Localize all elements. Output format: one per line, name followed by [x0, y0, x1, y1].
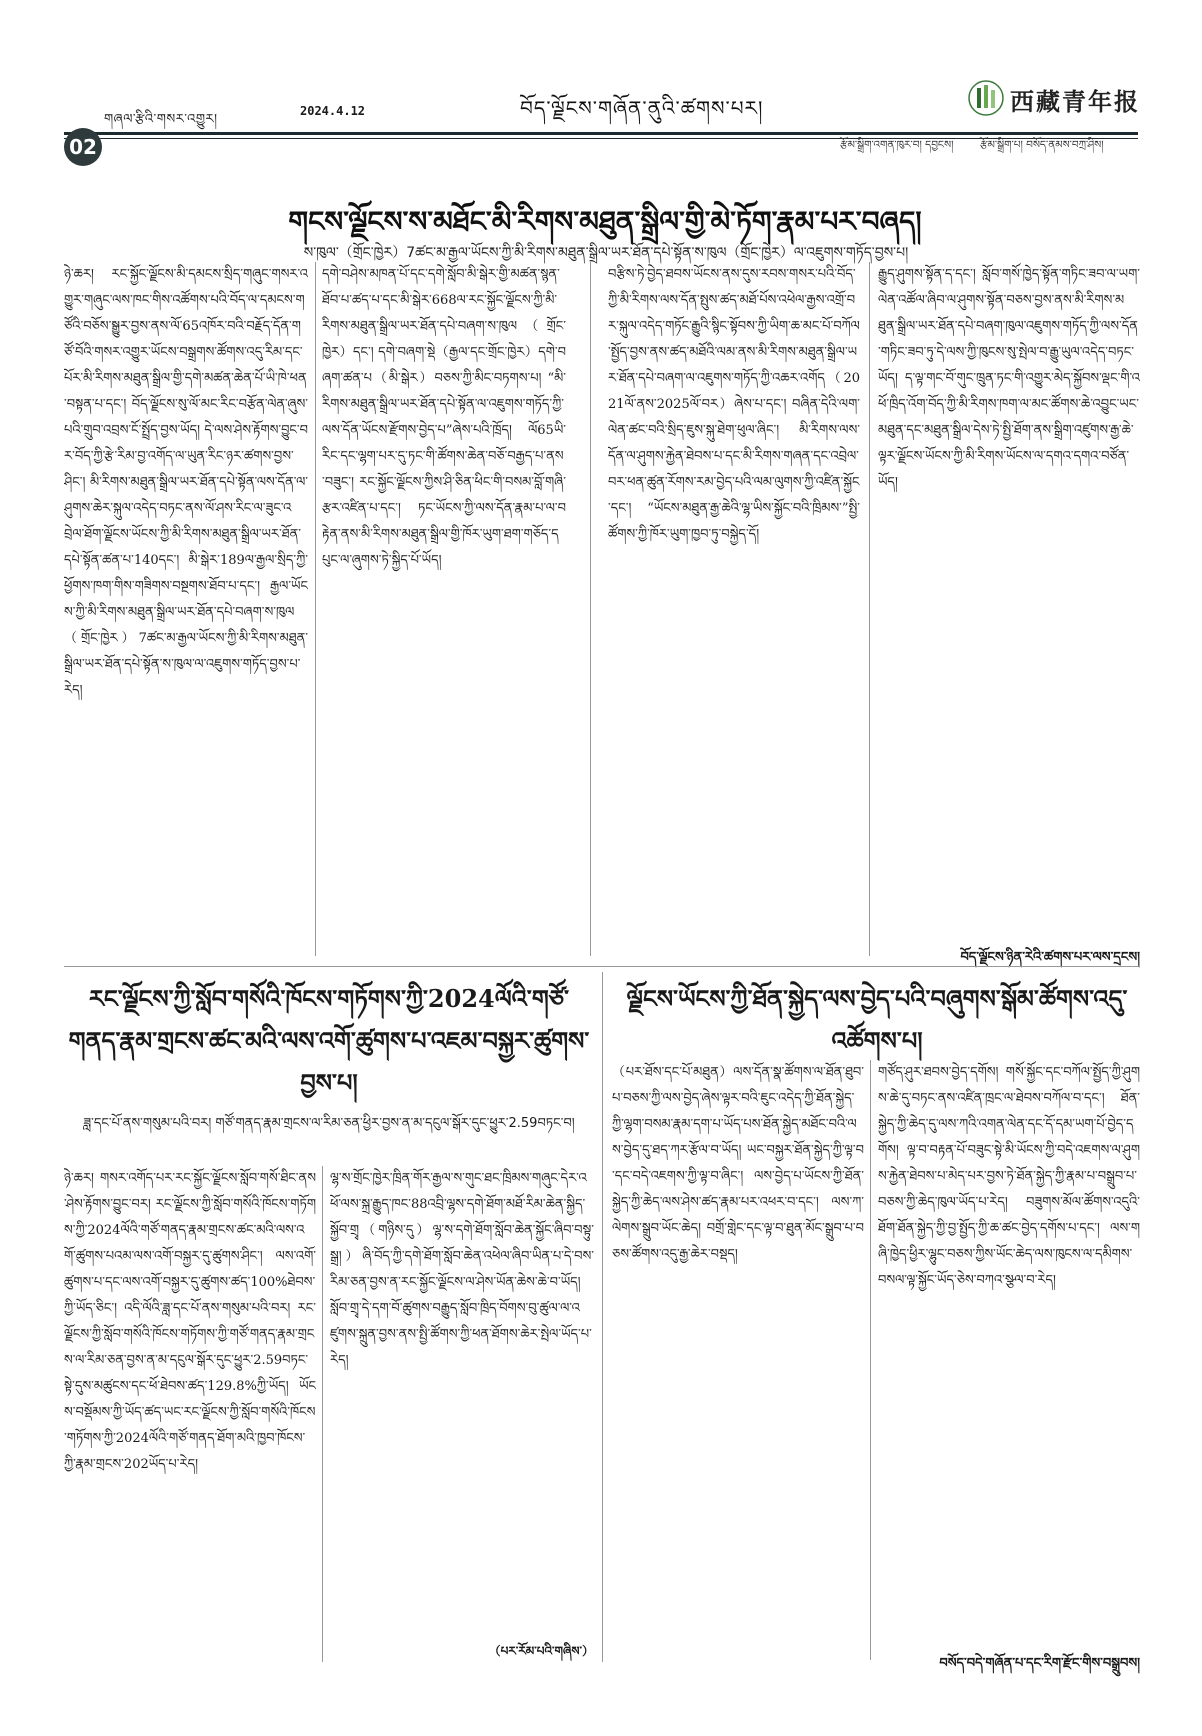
right-article-column-1: （པར་ཐོས་དང་པོ་མཐུན）ལས་དོན་སྣ་ཚོགས་ལ་ཐོན་ཐུབ་པ་བཅས་ཀྱི་ལས་བྱེད་ཞེས་ལྟར་བའི་ཇུང་འདེད་ཀྱི་ཐོན་སྐྱེད་ཀྱི་ལྷག་བསམ་རྣམ་དག་པ་ཡོད་པས་ཐོན་སྐྱེད་མཐོང་བའི་ལས་བྱེད་དུ་ཐད་ཀར་རྩོལ་བ་ཡོད། ཡང་བསྐྱར་ཐོན་སྐྱེད་ཀྱི་ལྟ་བ་དང་བདེ་འཇགས་ཀྱི་ལྟ་བ་ཞིང་། ལས་བྱེད་པ་ཡོངས་ཀྱི་ཐོན་སྐྱེད་ཀྱི་ཆེད་ལས་ཤེས་ཚད་རྣམ་པར་འཕར་བ་དང་། ལས་ཀ་ལེགས་སྒྲུབ་ཡོང་ཆེད། བགྲོ་གླེང་དང་ལྟ་བ་ཐུན་མོང་སྒྲུབ་པ་བཅས་ཚོགས་འདུ་རྒྱ་ཆེར་བསྡད།	[612, 1065, 864, 1262]
column-divider	[315, 262, 316, 956]
right-article-signoff: བསོད་བདེ་གཞོན་པ་དང་རིག་རྫོང་གིས་བསྒྲུབས།	[939, 1656, 1140, 1671]
section-divider	[64, 966, 1140, 967]
masthead-tibetan: བོད་ལྗོངས་གཞོན་ནུའི་ཚགས་པར།	[520, 96, 764, 120]
section-divider-vertical	[602, 972, 603, 1662]
main-article-column-2: དགེ་བཤེས་མཁན་པོ་དང་དགེ་སློབ་མི་སྒེར་གྱི་མཚན་སྙན་ཐོབ་པ་ཚད་པ་དང་མི་སྒེར་668ལ་རང་སྐྱོང་ལྗོངས་ཀྱི་མི་རིགས་མཐུན་སྒྲིལ་ཡར་ཐོན་དཔེ་བཞག་ས་ཁུལ（གྲོང་ཁྱེར）དང་། དགེ་བཞག་སྡེ（རྒྱལ་དང་གྲོང་ཁྱེར）དགེ་བཞག་ཚན་པ（མི་སྒེར）བཅས་ཀྱི་མིང་བཏགས་པ། “མི་རིགས་མཐུན་སྒྲིལ་ཡར་ཐོན་དཔེ་སྟོན་ལ་འཇུགས་གཏོད་ཀྱི་ལས་དོན་ཡོངས་རྫོགས་བྱེད་པ”ཞེས་པའི་ཁྲོད། ལོ65ཡི་རིང་དང་ལྷག་པར་དུ་ཏང་གི་ཚོགས་ཆེན་བཅོ་བརྒྱད་པ་ནས་བཟུང་། རང་སྐྱོང་ལྗོངས་ཀྱིས་ཤི་ཅིན་ཕིང་གི་བསམ་བློ་གཞི་རྩར་འཛིན་པ་དང་། ཏང་ཡོངས་ཀྱི་ལས་དོན་རྣམ་པ་ལ་བརྟེན་ནས་མི་རིགས་མཐུན་སྒྲིལ་གྱི་ཁོར་ཡུག་ཐག་གཅོད་དཔུང་ལ་ཞུགས་ཏེ་སྐྱིད་པོ་ཡོད།	[322, 267, 566, 568]
main-article-signoff: བོད་ལྗོངས་ཉིན་རེའི་ཚགས་པར་ལས་དྲངས།	[960, 950, 1140, 965]
column-divider	[870, 1060, 871, 1660]
left-article-column-2: ལྷ་ས་གྲོང་ཁྱེར་ཁྲིན་གོར་རྒྱལ་ས་གུང་ཐང་ཁྲིམས་གཞུང་དེར་འཕོ་ལས་སྐྲ་རྒྱུད་ཁང་88འབྲི་ལྷས་དགེ་ཐོག་མཐོ་རིམ་ཆེན་སྐྱིད་སྐྱོབ་གྲྭ（གཉིས་དུ）ལྷ་ས་དགེ་ཐོག་སློབ་ཆེན་སྐྱོང་ཞིབ་བསྟུ་སྒྲ།）ཞི་བོད་ཀྱི་དགེ་ཐོག་སློབ་ཆེན་འཕེལ་ཞིབ་ཡིན་པ་དེ་བས་རིམ་ཅན་བྱས་ན་རང་སྐྱོང་ལྗོངས་ལ་ཤེས་ཡོན་ཆེས་ཆེ་བ་ཡོད། སློབ་གྲྭ་དེ་དག་བོ་ཚུགས་བརྒྱུད་སློབ་ཁྲིད་བོགས་བུ་ཚུལ་ལ་འཛུགས་སྐྲུན་བྱས་ནས་སྤྱི་ཚོགས་ཀྱི་ཕན་ཐོགས་ཆེར་སྤེལ་ཡོད་པ་རེད།	[330, 1171, 594, 1368]
page-number: 02	[64, 128, 102, 166]
main-article-column-1: ཉེ་ཆར། རང་སྐྱོང་ལྗོངས་མི་དམངས་སྲིད་གཞུང་གསར་འགྱུར་གཞུང་ལས་ཁང་གིས་འཚོགས་པའི་བོད་ལ་དམངས་གཙོའི་བཅོས་སྒྱུར་བྱས་ནས་ལོ་65འཁོར་བའི་བརྗོད་དོན་གཙོ་བོའི་གསར་འགྱུར་ཡོངས་བསྒྲགས་ཚོགས་འདུ་རིམ་དང་པོར་མི་རིགས་མཐུན་སྒྲིལ་གྱི་དགེ་མཚན་ཆེན་པོ་ཡི་ཁེ་ཕན་བསྟན་པ་དང་། བོད་ལྗོངས་སུ་ལོ་མང་རིང་བརྩོན་ལེན་ཞུས་པའི་གྲུབ་འབྲས་ངོ་སྤྲོད་བྱས་ཡོད། དེ་ལས་ཤེས་རྟོགས་བྱུང་བར་བོད་ཀྱི་རྩེ་རིམ་བྱ་འགོད་ལ་ཡུན་རིང་ཉར་ཚགས་བྱས་ཤིང་། མི་རིགས་མཐུན་སྒྲིལ་ཡར་ཐོན་དཔེ་སྟོན་ལས་དོན་ལ་ཤུགས་ཆེར་སྐུལ་འདེད་བཏང་ནས་ལོ་ཤས་རིང་ལ་ཟུང་འབྲེལ་ཐོག་ལྗོངས་ཡོངས་ཀྱི་མི་རིགས་མཐུན་སྒྲིལ་ཡར་ཐོན་དཔེ་སྟོན་ཚན་པ་140དང་། མི་སྒེར་189ལ་རྒྱལ་སྲིད་ཀྱི་ཕྱོགས་ཁག་གིས་གཟིགས་བསྔགས་ཐོབ་པ་དང་། རྒྱལ་ཡོངས་ཀྱི་མི་རིགས་མཐུན་སྒྲིལ་ཡར་ཐོན་དཔེ་བཞག་ས་ཁུལ（གྲོང་ཁྱེར）7ཚང་མ་རྒྱལ་ཡོངས་ཀྱི་མི་རིགས་མཐུན་སྒྲིལ་ཡར་ཐོན་དཔེ་སྟོན་ས་ཁུལ་ལ་འཇུགས་གཏོད་བྱས་པ་རེད།	[64, 267, 308, 698]
main-article-column-4: རྒྱུད་ཤུགས་སྟོན་ད་དང་། སློབ་གསོ་ཁྱེད་སྟོན་གཏིང་ཟབ་ལ་ཡག་ལེན་འཚོལ་ཞིབ་ལ་ཤུགས་སྟོན་བཅས་བྱས་ནས་མི་རིགས་མཐུན་སྒྲིལ་ཡར་ཐོན་དཔེ་བཞག་ཁུལ་འཇུགས་གཏོད་ཀྱི་ལས་དོན་གཏིང་ཟབ་ཏུ་དེ་ལས་ཀྱི་ཁུངས་སུ་སྤེལ་བ་རྒྱུ་ཡུལ་འདེད་བཏང་ཡོད། ད་ལྟ་གང་བོ་གུང་ཁྲུན་ཏང་གི་འགྱུར་མེད་སྐྱོབས་ལྡང་གི་འཕོ་ཁྲིད་འོག་བོད་ཀྱི་མི་རིགས་ཁག་ལ་མང་ཚོགས་ཆེ་འབྱུང་ཡང་མཐུན་དང་མཐུན་སྒྲིལ་དེས་ཏེ་སྤྱི་ཐོག་ནས་སྒྲིག་འཛུགས་རྒྱ་ཆེ་ལྟར་ལྗོངས་ཡོངས་ཀྱི་མི་རིགས་ཡོངས་ལ་དགའ་དགའ་བཙོན་ཡོད།	[878, 267, 1140, 490]
left-article-column-1: ཉེ་ཆར། གསར་འགོད་པར་རང་སྐྱོང་ལྗོངས་སློབ་གསོ་ཐིང་ནས་ཤེས་རྟོགས་བྱུང་བར། རང་ལྗོངས་ཀྱི་སློབ་གསོའི་ཁོངས་གཏོགས་ཀྱི་2024ལོའི་གཙོ་གནད་རྣམ་གྲངས་ཚང་མའི་ལས་འགོ་ཚུགས་པའམ་ལས་འགོ་བསྐྱར་དུ་ཚུགས་ཤིང་། ལས་འགོ་ཚུགས་པ་དང་ལས་འགོ་བསྐྱར་དུ་ཚུགས་ཚད་100%ཐེབས་ཀྱི་ཡོད་ཅིང་། འདི་ལོའི་ཟླ་དང་པོ་ནས་གསུམ་པའི་བར། རང་ལྗོངས་ཀྱི་སློབ་གསོའི་ཁོངས་གཏོགས་ཀྱི་གཙོ་གནད་རྣམ་གྲངས་ལ་རིམ་ཅན་བྱས་ན་མ་དངུལ་སྒོར་དུང་ཕྱུར་2.59བཏང་སྟེ་དུས་མཚུངས་དང་ཕོ་ཐེབས་ཚད་129.8%ཀྱི་ཡོད། ཡོངས་བསྡོམས་ཀྱི་ཡོད་ཚད་ཡང་རང་ལྗོངས་ཀྱི་སློབ་གསོའི་ཁོངས་གཏོགས་ཀྱི་2024ལོའི་གཙོ་གནད་ཐོག་མའི་ཁྱབ་ཁོངས་ཀྱི་རྣམ་གྲངས་202ཡོད་པ་རེད།	[64, 1171, 316, 1472]
header-rule	[64, 132, 1138, 135]
header-rule-thin	[64, 138, 1138, 139]
column-divider	[590, 262, 591, 956]
editor-credit-right: རྩོམ་སྒྲིག་པ། བསོད་ནམས་བཀྲ་ཤིས།	[980, 139, 1104, 151]
main-article-column-3: བརྩིས་ཏེ་བྱེད་ཐབས་ཡོངས་ནས་དུས་རབས་གསར་པའི་བོད་ཀྱི་མི་རིགས་ལས་དོན་སྤུས་ཚད་མཐོ་པོས་འཕེལ་རྒྱས་འགྲོ་བར་སྐུལ་འདེད་གཏོང་རྒྱུའི་སྙིང་སྟོབས་ཀྱི་ཡིག་ཆ་མང་པོ་བཀོལ་སྤྱོད་བྱས་ནས་ཚད་མཐོའི་ལམ་ནས་མི་རིགས་མཐུན་སྒྲིལ་ཡར་ཐོན་དཔེ་བཞག་ལ་འཇུགས་གཏོད་ཀྱི་འཆར་འགོད（2021ལོ་ནས་2025ལོ་བར）ཞེས་པ་དང་། བཞིན་དེའི་ལག་ལེན་ཚང་བའི་སྲིད་ཇུས་སྐུ་ཐེག་ཕུལ་ཞིང་། མི་རིགས་ལས་དོན་ལ་ཤུགས་རྐྱེན་ཐེབས་པ་དང་མི་རིགས་གཞན་དང་འབྲེལ་བར་ཕན་ཚུན་རོགས་རམ་བྱེད་པའི་ལམ་ལུགས་ཀྱི་འཛིན་སྐྱོང་དང་། “ཡོངས་མཐུན་རྒྱ་ཆེའི་ལྷ་ཡིས་སྐྱོང་བའི་ཁྲིམས་”སྤྱི་ཚོགས་ཀྱི་ཁོར་ཡུག་ཁྱབ་ཏུ་བསྐྱེད་དོ།	[608, 267, 860, 542]
right-article-headline: ལྗོངས་ཡོངས་ཀྱི་ཐོན་སྐྱེད་ལས་བྱེད་པའི་བཞུགས་སྒོམ་ཚོགས་འདུ་འཚོགས་པ།	[626, 984, 1128, 1055]
issue-date: 2024.4.12	[300, 104, 366, 118]
left-article-headline: རང་ལྗོངས་ཀྱི་སློབ་གསོའི་ཁོངས་གཏོགས་ཀྱི་2024ལོའི་གཙོ་གནད་རྣམ་གྲངས་ཚང་མའི་ལས་འགོ་ཚུགས་པ་འཇམ་བསྐྱར་ཚུགས་བྱས་པ།	[68, 984, 590, 1097]
section-label: གཞལ་རྩིའི་གསར་འགྱུར།	[104, 112, 218, 127]
newspaper-logo-icon	[968, 80, 1004, 116]
newspaper-logo-text: 西藏青年报	[1010, 87, 1140, 116]
editor-credit-left: རྩོམ་སྒྲིག་འགན་ཁུར་བ། དབྱངས།	[840, 139, 954, 151]
column-divider	[869, 262, 870, 956]
left-article-subhead: ཟླ་དང་པོ་ནས་གསུམ་པའི་བར། གཙོ་གནད་རྣམ་གྲངས་ལ་རིམ་ཅན་ཕྱིར་བྱས་ན་མ་དངུལ་སྒོར་དུང་ཕྱུར་2.59བཏང་བ།	[83, 1116, 575, 1131]
left-article-source: （པར་རོམ་པའི་གཞིས་）	[488, 1644, 594, 1658]
page-header	[0, 0, 1202, 160]
column-divider	[322, 1166, 323, 1662]
right-article-column-2: གཙོད་ཤུར་ཐབས་བྱེད་དགོས། གསོ་སྐྱོང་དང་བཀོལ་སྤྱོད་ཀྱི་ཤུགས་ཆེ་དུ་བཏང་ནས་འཛིན་ཁྲང་ལ་ཐེབས་བཀོལ་བ་དང་། ཐོན་སྐྱེད་ཀྱི་ཆེད་དུ་ལས་ཀའི་འགན་ལེན་དང་དོ་དམ་ཡག་པོ་བྱེད་དགོས། ལྟ་བ་བརྟན་པོ་བཟུང་སྟེ་མི་ཡོངས་ཀྱི་བདེ་འཇགས་ལ་ཤུགས་རྐྱེན་ཐེབས་པ་མེད་པར་བྱས་ཏེ་ཐོན་སྐྱེད་ཀྱི་རྣམ་པ་བསྒྲུབ་པ་བཅས་ཀྱི་ཆེད་ཁུལ་ཡོད་པ་རེད། བཟུགས་མོལ་ཚོགས་འདུའི་ཐོག་ཐོན་སྐྱེད་ཀྱི་བྱ་སྤྱོད་ཀྱི་ཆ་ཚང་བྱེད་དགོས་པ་དང་། ལས་གཞི་ཁྱེད་ཕྱིར་ལྷུང་བཅས་ཀྱིས་ཡོང་ཆེད་ལས་ཁུངས་ལ་དམིགས་བསལ་ལྟ་སྐྱོང་ཡོད་ཅེས་བཀའ་སྩལ་བ་རེད།	[878, 1065, 1140, 1288]
main-article-headline: གངས་ལྗོངས་ས་མཐོང་མི་རིགས་མཐུན་སྒྲིལ་གྱི་མེ་ཏོག་རྣམ་པར་བཞད།	[288, 205, 922, 238]
main-article-byline: ས་ཁུལ་（གྲོང་ཁྱེར）7ཚང་མ་རྒྱལ་ཡོངས་ཀྱི་མི་རིགས་མཐུན་སྒྲིལ་ཡར་ཐོན་དཔེ་སྟོན་ས་ཁུལ（གྲོང་ཁྱེར）ལ་འཇུགས་གཏོད་བྱས་པ།	[303, 245, 909, 261]
